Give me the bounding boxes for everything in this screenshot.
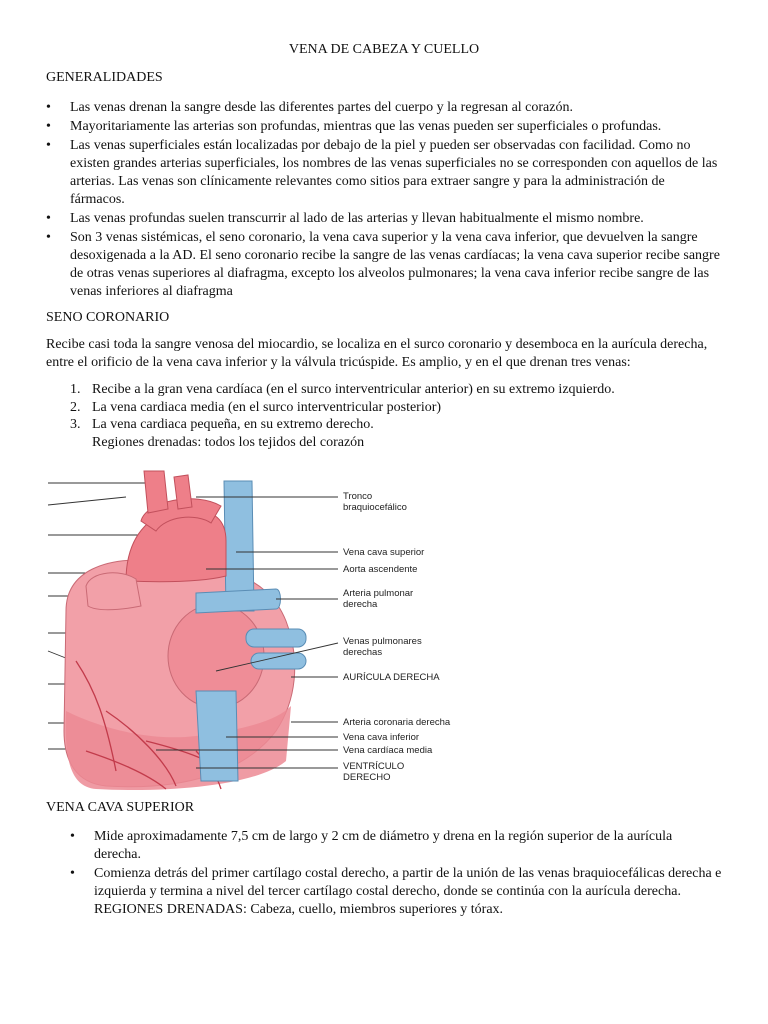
list-item (70, 416, 720, 451)
vena-cava-superior-list (70, 828, 722, 920)
inferior-vena-cava (196, 691, 238, 781)
section-heading-seno-coronario: SENO CORONARIO (46, 310, 170, 325)
regiones-drenadas: Regiones drenadas: todos los tejidos del corazón (92, 434, 365, 450)
label-arteria-pulmonar-derecha: Arteria pulmonar derecha (343, 588, 414, 610)
generalidades-list (46, 99, 722, 302)
label-venas-pulmonares-derechas: Venas pulmonares derechas (343, 636, 422, 658)
label-ventriculo-derecho: VENTRÍCULO DERECHO (343, 761, 405, 783)
right-pulmonary-artery (196, 589, 281, 613)
heart-anatomy-figure (46, 461, 462, 791)
label-vena-cava-inferior: Vena cava inferior (343, 732, 420, 743)
label-aorta-ascendente: Aorta ascendente (343, 564, 418, 575)
list-item: • Las venas profundas suelen transcurrir al lado de las arterias y llevan habitualmente el mismo nombre. (46, 210, 722, 228)
list-item (70, 399, 720, 417)
item-text: Recibe a la gran vena cardíaca (en el surco interventricular anterior) en su extremo izquierdo. (92, 382, 615, 397)
item-number: 3. (70, 417, 81, 432)
seno-coronario-list (70, 381, 720, 451)
document-title: VENA DE CABEZA Y CUELLO (288, 42, 480, 57)
label-tronco-braquiocefalico: Tronco braquiocefálico (343, 491, 407, 513)
list-item: • Las venas superficiales están localizadas por debajo de la piel y pueden ser observadas con facilidad. Como no existen grandes arterias superficiales, los nombres de las venas superficiales no se corresponden con aquellos de las arterias. Las venas son clínicamente relevantes como sitios para extraer sangre y para la administración de fármacos. (46, 137, 722, 209)
section-heading-generalidades: GENERALIDADES (46, 70, 163, 85)
list-item: • Mide aproximadamente 7,5 cm de largo y 2 cm de diámetro y drena en la región superior de la aurícula derecha. (70, 828, 722, 864)
list-item (70, 865, 722, 919)
label-vena-cardiaca-media: Vena cardíaca media (343, 745, 433, 756)
regiones-drenadas: REGIONES DRENADAS: Cabeza, cuello, miembros superiores y tórax. (94, 902, 504, 917)
label-arteria-coronaria-derecha: Arteria coronaria derecha (343, 717, 451, 728)
seno-coronario-intro: Recibe casi toda la sangre venosa del miocardio, se localiza en el surco coronario y desemboca en la aurícula derecha, entre el orificio de la vena cava inferior y la válvula tricúspide. Es amplio, y en el que drenan tres venas: (46, 337, 708, 370)
list-item: • Son 3 venas sistémicas, el seno coronario, la vena cava superior y la vena cava inferior, que devuelven la sangre desoxigenada a la AD. El seno coronario recibe la sangre de las venas cardíacas; la vena cava superior recibe sangre de otras venas superiores al diafragma, excepto los alveolos pulmonares; la vena cava inferior recibe sangre de las venas inferiores al diafragma (46, 229, 722, 301)
label-auricula-derecha: AURÍCULA DERECHA (343, 672, 440, 683)
item-text: La vena cardiaca pequeña, en su extremo derecho. (92, 417, 374, 432)
section-heading-vena-cava-superior: VENA CAVA SUPERIOR (46, 800, 195, 815)
item-text: La vena cardiaca media (en el surco interventricular posterior) (92, 399, 442, 415)
item-number: 1. (70, 382, 81, 397)
list-item: • Mayoritariamente las arterias son profundas, mientras que las venas pueden ser superficiales o profundas. (46, 118, 722, 136)
brachiocephalic-trunk (144, 471, 168, 513)
list-item: • Las venas drenan la sangre desde las diferentes partes del cuerpo y la regresan al corazón. (46, 99, 722, 117)
list-item (70, 381, 720, 399)
pulmonary-vein-upper (246, 629, 306, 647)
item-number: 2. (70, 399, 81, 415)
item-text: Comienza detrás del primer cartílago costal derecho, a partir de la unión de las venas braquiocefálicas derecha e izquierda y termina a nivel del tercer cartílago costal derecho, donde se continúa con la aurícula derecha. (94, 866, 722, 899)
pulmonary-trunk (86, 573, 141, 610)
label-vena-cava-superior: Vena cava superior (343, 547, 425, 558)
